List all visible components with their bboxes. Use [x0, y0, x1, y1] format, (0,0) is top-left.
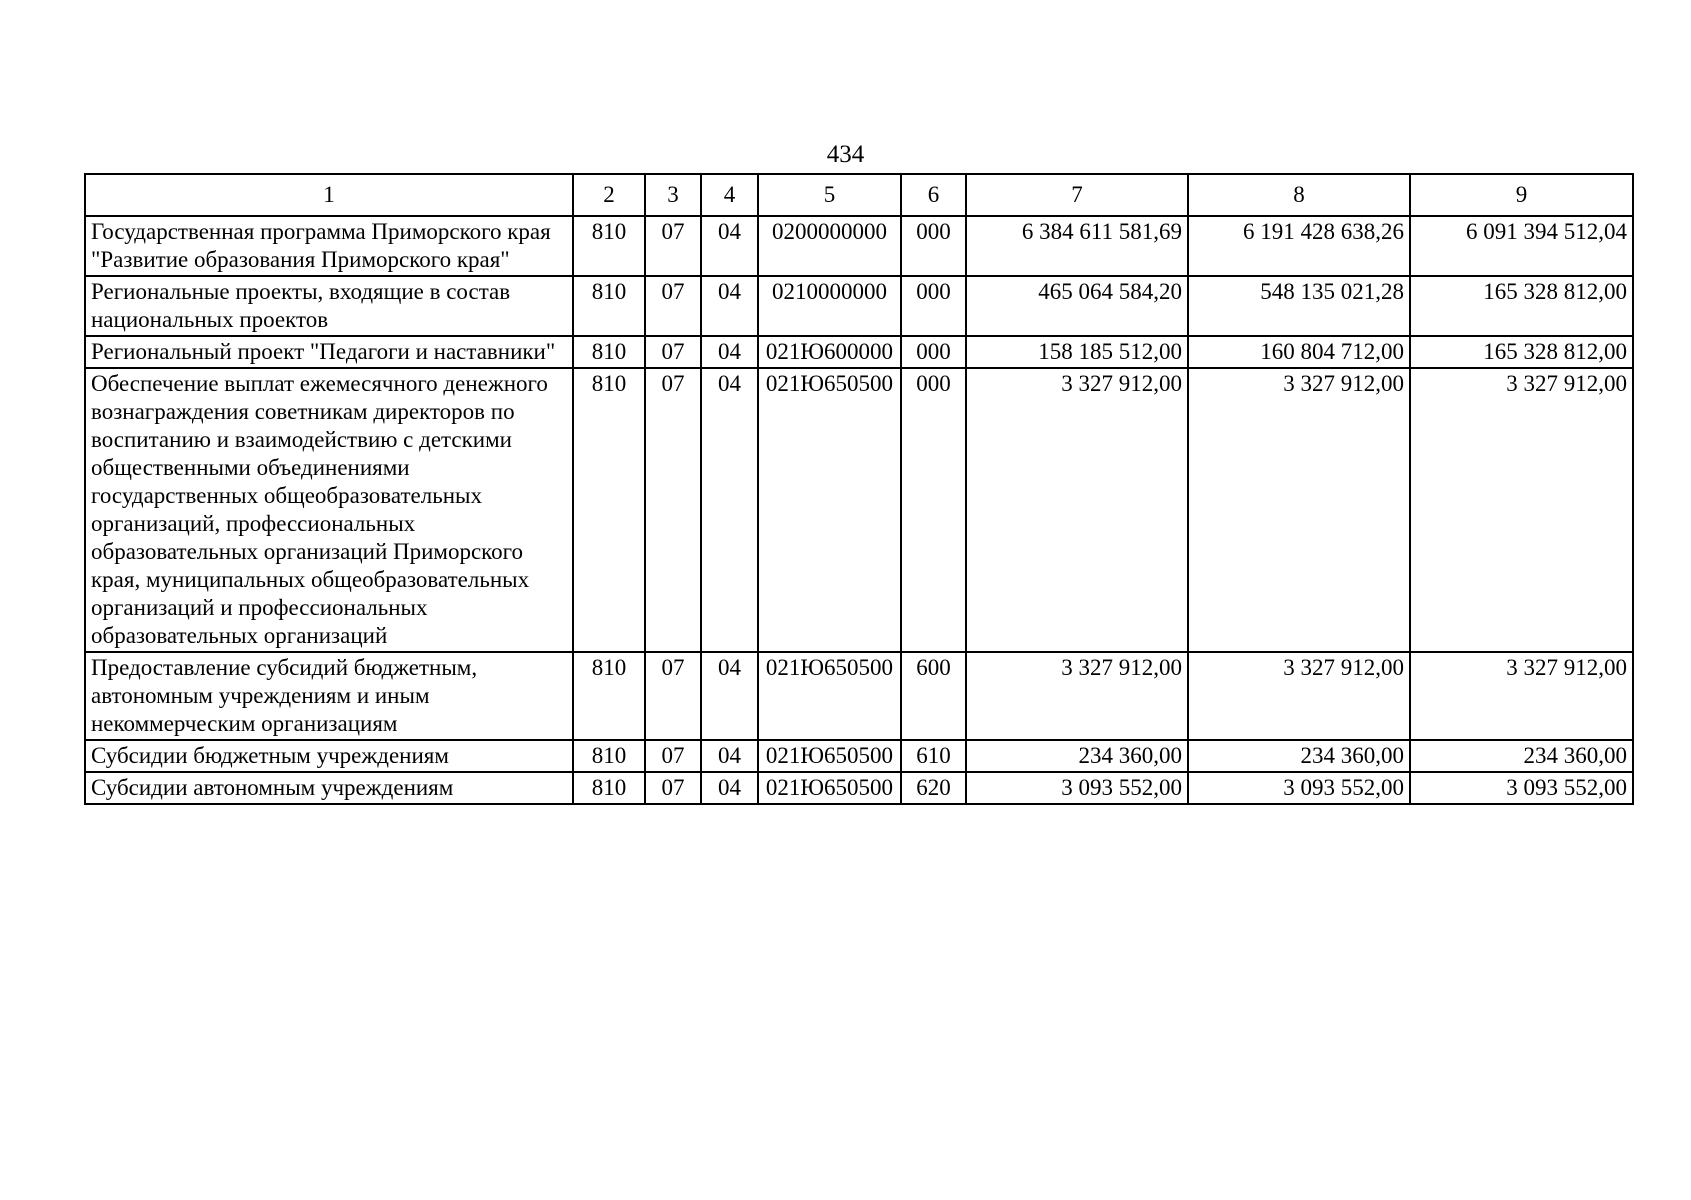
code-ministry: 810 — [573, 740, 645, 772]
code-expense-type: 000 — [901, 216, 966, 276]
amount-col8: 6 191 428 638,26 — [1188, 216, 1410, 276]
page-number: 434 — [826, 141, 865, 168]
code-expense-type: 620 — [901, 772, 966, 804]
code-subsection: 04 — [701, 276, 758, 336]
amount-col8: 3 327 912,00 — [1188, 368, 1410, 652]
amount-col9: 3 327 912,00 — [1410, 368, 1633, 652]
row-name: Обеспечение выплат ежемесячного денежного вознаграждения советникам директоров по воспитанию и взаимодействию с детскими общественными объединениями государственных общеобразовательных организаций, профессиональных образовательных организаций Приморского края, муниципальных общеобразовательных организаций и профессиональных образовательных организаций — [85, 368, 573, 652]
code-section: 07 — [645, 740, 701, 772]
code-expense-type: 000 — [901, 336, 966, 368]
amount-col8: 3 327 912,00 — [1188, 652, 1410, 740]
amount-col9: 234 360,00 — [1410, 740, 1633, 772]
code-target-item: 021Ю650500 — [758, 740, 901, 772]
table-row — [85, 276, 1633, 336]
row-name: Субсидии автономным учреждениям — [85, 772, 573, 804]
amount-col7: 3 327 912,00 — [966, 652, 1188, 740]
amount-col7: 465 064 584,20 — [966, 276, 1188, 336]
code-ministry: 810 — [573, 368, 645, 652]
code-expense-type: 000 — [901, 368, 966, 652]
code-ministry: 810 — [573, 652, 645, 740]
code-target-item: 0200000000 — [758, 216, 901, 276]
row-name: Региональный проект "Педагоги и наставники" — [85, 336, 573, 368]
table-row — [85, 368, 1633, 652]
code-expense-type: 000 — [901, 276, 966, 336]
code-target-item: 021Ю650500 — [758, 772, 901, 804]
code-subsection: 04 — [701, 652, 758, 740]
amount-col9: 3 327 912,00 — [1410, 652, 1633, 740]
code-ministry: 810 — [573, 336, 645, 368]
column-header: 2 — [573, 174, 645, 216]
code-target-item: 021Ю650500 — [758, 652, 901, 740]
amount-col9: 165 328 812,00 — [1410, 276, 1633, 336]
code-expense-type: 610 — [901, 740, 966, 772]
amount-col7: 158 185 512,00 — [966, 336, 1188, 368]
column-header: 9 — [1410, 174, 1633, 216]
code-subsection: 04 — [701, 336, 758, 368]
amount-col7: 6 384 611 581,69 — [966, 216, 1188, 276]
amount-col7: 3 093 552,00 — [966, 772, 1188, 804]
amount-col8: 3 093 552,00 — [1188, 772, 1410, 804]
code-section: 07 — [645, 772, 701, 804]
code-expense-type: 600 — [901, 652, 966, 740]
row-name: Субсидии бюджетным учреждениям — [85, 740, 573, 772]
amount-col9: 165 328 812,00 — [1410, 336, 1633, 368]
amount-col8: 234 360,00 — [1188, 740, 1410, 772]
header-row — [85, 174, 1633, 216]
code-subsection: 04 — [701, 772, 758, 804]
column-header: 3 — [645, 174, 701, 216]
code-target-item: 0210000000 — [758, 276, 901, 336]
amount-col9: 6 091 394 512,04 — [1410, 216, 1633, 276]
code-section: 07 — [645, 336, 701, 368]
code-subsection: 04 — [701, 216, 758, 276]
column-header: 8 — [1188, 174, 1410, 216]
amount-col8: 548 135 021,28 — [1188, 276, 1410, 336]
amount-col7: 234 360,00 — [966, 740, 1188, 772]
table-row — [85, 216, 1633, 276]
table-row — [85, 336, 1633, 368]
code-subsection: 04 — [701, 740, 758, 772]
code-section: 07 — [645, 368, 701, 652]
amount-col9: 3 093 552,00 — [1410, 772, 1633, 804]
table-row — [85, 772, 1633, 804]
row-name: Государственная программа Приморского края "Развитие образования Приморского края" — [85, 216, 573, 276]
code-section: 07 — [645, 652, 701, 740]
column-header: 5 — [758, 174, 901, 216]
code-subsection: 04 — [701, 368, 758, 652]
table-row — [85, 652, 1633, 740]
column-header: 1 — [85, 174, 573, 216]
code-ministry: 810 — [573, 772, 645, 804]
budget-table — [84, 173, 1634, 805]
amount-col8: 160 804 712,00 — [1188, 336, 1410, 368]
code-section: 07 — [645, 216, 701, 276]
row-name: Региональные проекты, входящие в состав национальных проектов — [85, 276, 573, 336]
amount-col7: 3 327 912,00 — [966, 368, 1188, 652]
code-target-item: 021Ю600000 — [758, 336, 901, 368]
column-header: 7 — [966, 174, 1188, 216]
code-ministry: 810 — [573, 216, 645, 276]
code-section: 07 — [645, 276, 701, 336]
column-header: 6 — [901, 174, 966, 216]
row-name: Предоставление субсидий бюджетным, автономным учреждениям и иным некоммерческим организациям — [85, 652, 573, 740]
code-ministry: 810 — [573, 276, 645, 336]
table-row — [85, 740, 1633, 772]
column-header: 4 — [701, 174, 758, 216]
code-target-item: 021Ю650500 — [758, 368, 901, 652]
